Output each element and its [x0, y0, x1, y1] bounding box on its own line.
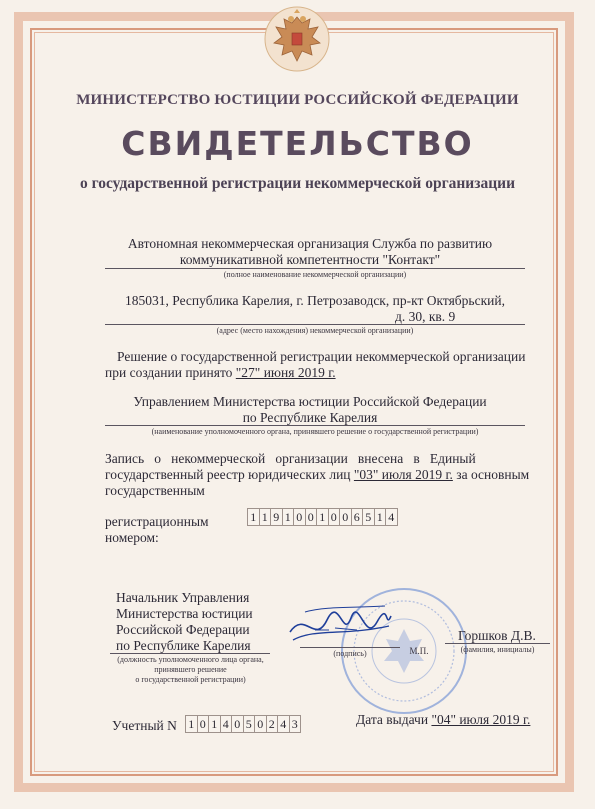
signer-name-rule	[445, 643, 550, 644]
issue-prefix: Дата выдачи	[356, 712, 429, 727]
ministry-heading: МИНИСТЕРСТВО ЮСТИЦИИ РОССИЙСКОЙ ФЕДЕРАЦИИ	[76, 92, 519, 108]
address-line1: 185031, Республика Карелия, г. Петрозаводск, пр-кт Октябрьский,	[125, 293, 505, 308]
signer-line3: Российской Федерации	[116, 622, 250, 637]
ogrn-digit: 0	[339, 508, 352, 526]
ogrn-digit: 1	[259, 508, 272, 526]
org-name-line1: Автономная некоммерческая организация Служба по развитию	[127, 236, 493, 251]
signature-caption: (подпись)	[333, 649, 367, 658]
decision-date: "27" июня 2019 г.	[235, 365, 336, 380]
account-number-boxes	[185, 715, 300, 733]
record-line3: государственным	[105, 483, 205, 498]
reg-label-1: регистрационным	[105, 514, 209, 529]
issue-date-line	[356, 712, 556, 728]
decision-prefix: при создании принято	[105, 365, 233, 380]
account-digit: 4	[220, 715, 233, 733]
issue-date: "04" июля 2019 г.	[431, 712, 531, 727]
authority-caption: (наименование уполномоченного органа, принявшего решение о государственной регистрации)	[151, 427, 479, 436]
certificate-title: СВИДЕТЕЛЬСТВО	[121, 124, 474, 163]
authority-rule	[105, 425, 525, 426]
record-line2	[105, 467, 545, 483]
account-digit: 4	[277, 715, 290, 733]
signer-line1: Начальник Управления	[116, 590, 250, 605]
signer-name: Горшков Д.В.	[458, 628, 536, 643]
signer-caption1: (должность уполномоченного лица органа,	[117, 655, 264, 664]
decision-line2	[105, 365, 545, 381]
reg-label-2: номером:	[105, 530, 159, 545]
certificate-subtitle: о государственной регистрации некоммерческой организации	[79, 175, 516, 192]
ogrn-digit: 6	[351, 508, 364, 526]
signer-rule	[110, 653, 270, 654]
name-caption: (фамилия, инициалы)	[460, 645, 535, 654]
decision-line1: Решение о государственной регистрации некоммерческой организации	[117, 349, 526, 364]
ogrn-digit: 9	[270, 508, 283, 526]
ogrn-digit: 1	[374, 508, 387, 526]
coat-of-arms-emblem-icon	[262, 5, 332, 73]
org-name-caption: (полное наименование некоммерческой организации)	[223, 270, 407, 279]
ogrn-digit: 0	[328, 508, 341, 526]
ogrn-digit: 0	[305, 508, 318, 526]
record-suffix: за основным	[456, 467, 530, 482]
account-digit: 1	[185, 715, 198, 733]
signer-line4: по Республике Карелия	[116, 638, 251, 653]
account-digit: 0	[231, 715, 244, 733]
account-digit: 0	[254, 715, 267, 733]
account-digit: 1	[208, 715, 221, 733]
address-caption: (адрес (место нахождения) некоммерческой организации)	[216, 326, 414, 335]
signer-caption2: принявшего решение	[154, 665, 227, 674]
org-name-rule	[105, 268, 525, 269]
account-digit: 0	[197, 715, 210, 733]
record-line1: Запись о некоммерческой организации внесена в Единый	[105, 451, 476, 466]
ogrn-digit: 5	[362, 508, 375, 526]
ogrn-digit: 1	[282, 508, 295, 526]
ogrn-digit: 1	[316, 508, 329, 526]
authority-line2: по Республике Карелия	[242, 410, 378, 425]
signer-line2: Министерства юстиции	[116, 606, 253, 621]
mp-label: М.П.	[409, 646, 429, 656]
ogrn-digit: 1	[247, 508, 260, 526]
signer-caption3: о государственной регистрации)	[135, 675, 246, 684]
org-name-line2: коммуникативной компетентности "Контакт"	[179, 252, 441, 267]
signature-rule	[300, 647, 400, 648]
ogrn-number-boxes	[247, 508, 397, 526]
record-prefix: государственный реестр юридических лиц	[105, 467, 351, 482]
ogrn-digit: 0	[293, 508, 306, 526]
account-digit: 2	[266, 715, 279, 733]
record-date: "03" июля 2019 г.	[353, 467, 453, 482]
ogrn-digit: 4	[385, 508, 398, 526]
address-rule	[105, 324, 525, 325]
account-label: Учетный N	[112, 718, 177, 733]
account-digit: 3	[289, 715, 302, 733]
address-line2: д. 30, кв. 9	[395, 309, 456, 324]
authority-line1: Управлением Министерства юстиции Российской Федерации	[133, 394, 487, 409]
account-digit: 5	[243, 715, 256, 733]
